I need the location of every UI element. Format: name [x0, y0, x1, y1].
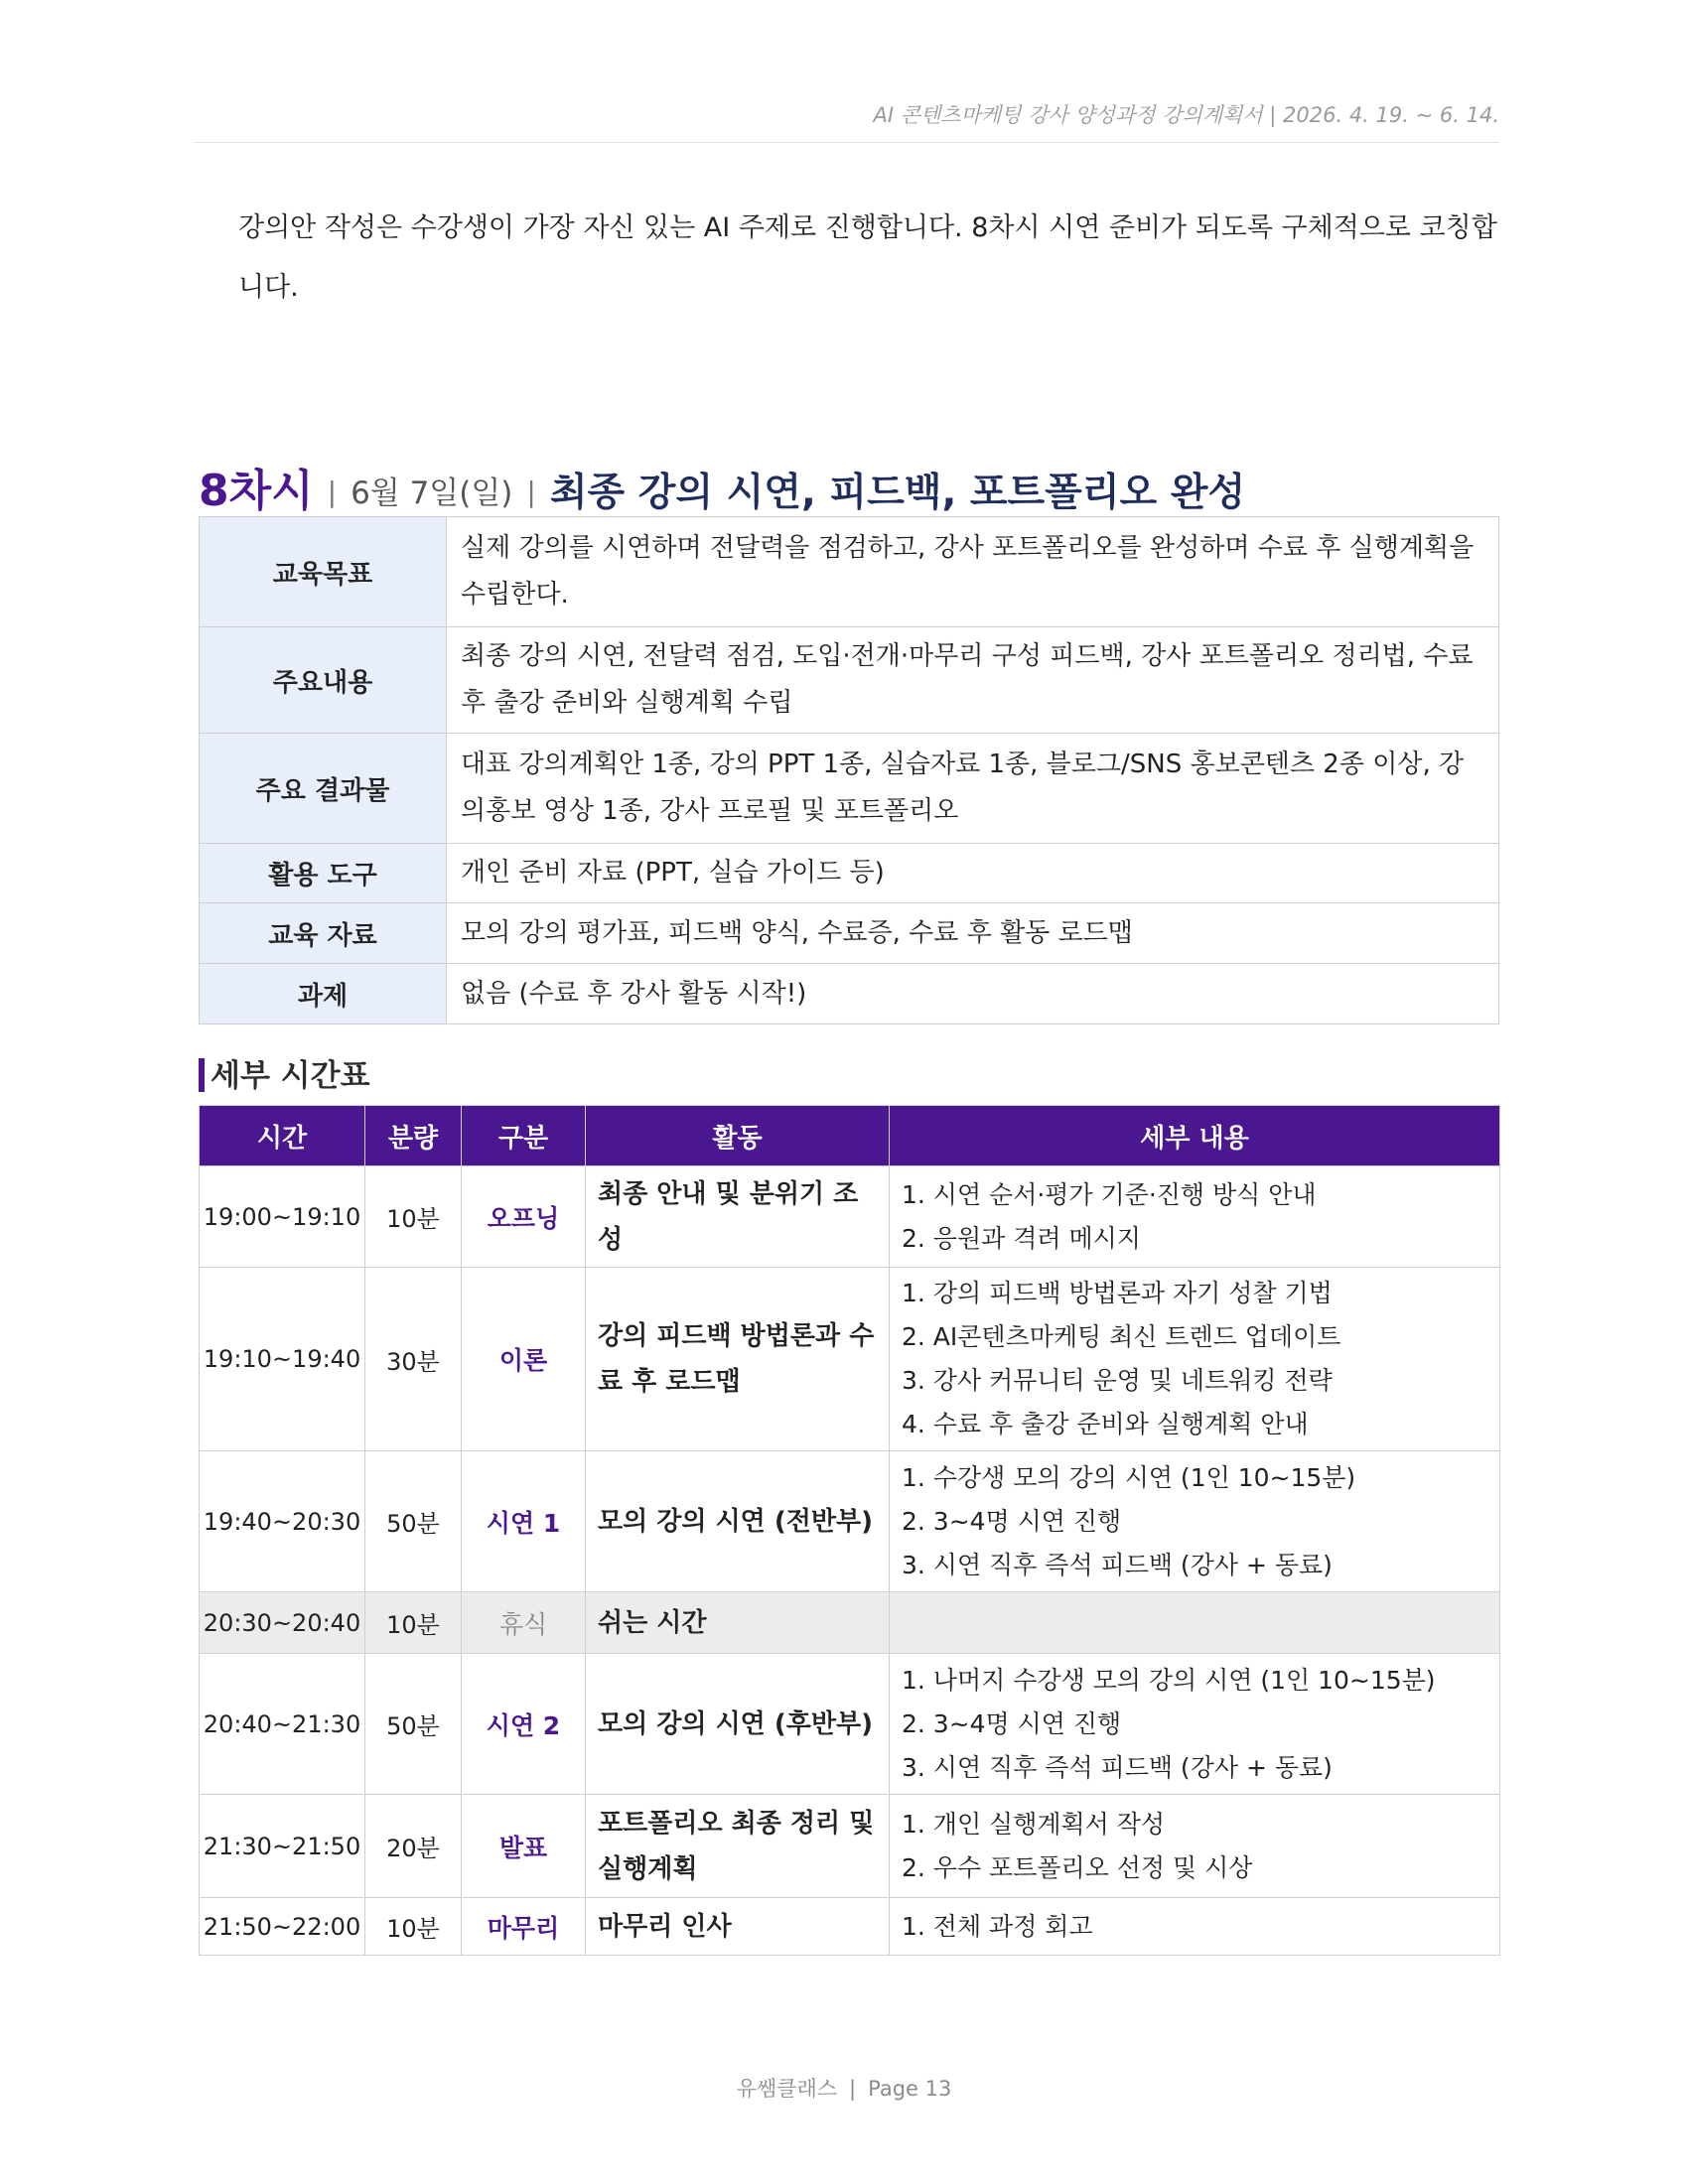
info-label: 교육 자료 — [200, 903, 447, 964]
schedule-details — [890, 1654, 1500, 1795]
info-row — [200, 903, 1499, 964]
schedule-activity: 모의 강의 시연 (전반부) — [586, 1451, 890, 1592]
schedule-activity: 모의 강의 시연 (후반부) — [586, 1654, 890, 1795]
schedule-time: 19:40~20:30 — [200, 1451, 365, 1592]
session-topic: 최종 강의 시연, 피드백, 포트폴리오 완성 — [549, 471, 1246, 515]
info-value: 없음 (수료 후 강사 활동 시작!) — [447, 964, 1499, 1024]
info-row — [200, 964, 1499, 1024]
schedule-row — [200, 1451, 1500, 1592]
schedule-category: 시연 1 — [462, 1451, 586, 1592]
schedule-details — [890, 1795, 1500, 1898]
info-value: 모의 강의 평가표, 피드백 양식, 수료증, 수료 후 활동 로드맵 — [447, 903, 1499, 964]
schedule-category: 마무리 — [462, 1898, 586, 1956]
schedule-duration: 10분 — [365, 1898, 462, 1956]
detail-item: 2. 3~4명 시연 진행 — [902, 1506, 1122, 1536]
section-heading — [199, 455, 1509, 518]
schedule-row — [200, 1268, 1500, 1451]
col-header-category: 구분 — [462, 1106, 586, 1166]
page-footer — [0, 2073, 1688, 2103]
schedule-activity: 마무리 인사 — [586, 1898, 890, 1956]
info-value: 실제 강의를 시연하며 전달력을 점검하고, 강사 포트폴리오를 완성하며 수료 후 실행계획을 수립한다. — [447, 517, 1499, 627]
info-label: 교육목표 — [200, 517, 447, 627]
header-divider — [194, 142, 1499, 143]
detail-item: 2. AI콘텐츠마케팅 최신 트렌드 업데이트 — [902, 1322, 1341, 1351]
schedule-title: 세부 시간표 — [211, 1058, 370, 1094]
schedule-row — [200, 1654, 1500, 1795]
schedule-row — [200, 1898, 1500, 1956]
info-row — [200, 734, 1499, 844]
schedule-category: 시연 2 — [462, 1654, 586, 1795]
detail-item: 3. 시연 직후 즉석 피드백 (강사 + 동료) — [902, 1550, 1333, 1579]
session-number: 8차시 — [199, 466, 314, 516]
schedule-details — [890, 1268, 1500, 1451]
col-header-activity: 활동 — [586, 1106, 890, 1166]
schedule-row — [200, 1592, 1500, 1654]
schedule-time: 20:30~20:40 — [200, 1592, 365, 1654]
info-label: 활용 도구 — [200, 844, 447, 903]
schedule-activity: 쉬는 시간 — [586, 1592, 890, 1654]
schedule-activity: 최종 안내 및 분위기 조성 — [586, 1166, 890, 1268]
info-row — [200, 517, 1499, 627]
schedule-subheading — [199, 1050, 370, 1095]
col-header-time: 시간 — [200, 1106, 365, 1166]
col-header-details: 세부 내용 — [890, 1106, 1500, 1166]
info-label: 과제 — [200, 964, 447, 1024]
info-value: 개인 준비 자료 (PPT, 실습 가이드 등) — [447, 844, 1499, 903]
schedule-row — [200, 1166, 1500, 1268]
schedule-category: 발표 — [462, 1795, 586, 1898]
intro-paragraph: 강의안 작성은 수강생이 가장 자신 있는 AI 주제로 진행합니다. 8차시 시연 준비가 되도록 구체적으로 코칭합니다. — [238, 212, 1497, 303]
schedule-category: 오프닝 — [462, 1166, 586, 1268]
schedule-details — [890, 1451, 1500, 1592]
schedule-header-row — [200, 1106, 1500, 1166]
schedule-duration: 10분 — [365, 1166, 462, 1268]
heading-separator: | — [526, 476, 536, 508]
footer-brand: 유쌤클래스 — [736, 2077, 838, 2101]
info-label: 주요내용 — [200, 627, 447, 734]
accent-bar — [199, 1058, 205, 1092]
col-header-duration: 분량 — [365, 1106, 462, 1166]
info-label: 주요 결과물 — [200, 734, 447, 844]
schedule-duration: 10분 — [365, 1592, 462, 1654]
schedule-table — [199, 1105, 1500, 1956]
detail-item: 1. 개인 실행계획서 작성 — [902, 1809, 1166, 1839]
schedule-row — [200, 1795, 1500, 1898]
schedule-category: 이론 — [462, 1268, 586, 1451]
schedule-duration: 50분 — [365, 1654, 462, 1795]
schedule-time: 21:30~21:50 — [200, 1795, 365, 1898]
detail-item: 4. 수료 후 출강 준비와 실행계획 안내 — [902, 1410, 1309, 1438]
schedule-details — [890, 1592, 1500, 1654]
schedule-duration: 50분 — [365, 1451, 462, 1592]
heading-separator: | — [327, 476, 338, 508]
info-row — [200, 844, 1499, 903]
schedule-time: 21:50~22:00 — [200, 1898, 365, 1956]
info-value: 최종 강의 시연, 전달력 점검, 도입·전개·마무리 구성 피드백, 강사 포트폴리오 정리법, 수료 후 출강 준비와 실행계획 수립 — [447, 627, 1499, 734]
detail-item: 3. 시연 직후 즉석 피드백 (강사 + 동료) — [902, 1752, 1333, 1782]
detail-item: 2. 3~4명 시연 진행 — [902, 1708, 1122, 1738]
footer-page-number: Page 13 — [868, 2077, 952, 2101]
detail-item: 1. 나머지 수강생 모의 강의 시연 (1인 10~15분) — [902, 1665, 1436, 1695]
schedule-category: 휴식 — [462, 1592, 586, 1654]
running-header: AI 콘텐츠마케팅 강사 양성과정 강의계획서 | 2026. 4. 19. ~ 6. 14. — [873, 103, 1499, 127]
schedule-time: 19:00~19:10 — [200, 1166, 365, 1268]
schedule-duration: 30분 — [365, 1268, 462, 1451]
schedule-time: 19:10~19:40 — [200, 1268, 365, 1451]
detail-item: 1. 시연 순서·평가 기준·진행 방식 안내 — [902, 1179, 1317, 1209]
schedule-details — [890, 1898, 1500, 1956]
detail-item: 2. 응원과 격려 메시지 — [902, 1223, 1141, 1253]
schedule-activity: 포트폴리오 최종 정리 및 실행계획 — [586, 1795, 890, 1898]
info-row — [200, 627, 1499, 734]
schedule-time: 20:40~21:30 — [200, 1654, 365, 1795]
detail-item: 1. 수강생 모의 강의 시연 (1인 10~15분) — [902, 1462, 1356, 1492]
schedule-duration: 20분 — [365, 1795, 462, 1898]
detail-item: 3. 강사 커뮤니티 운영 및 네트워킹 전략 — [902, 1366, 1333, 1395]
schedule-details — [890, 1166, 1500, 1268]
session-date: 6월 7일(일) — [351, 476, 513, 511]
schedule-activity: 강의 피드백 방법론과 수료 후 로드맵 — [586, 1268, 890, 1451]
detail-item: 1. 전체 과정 회고 — [902, 1911, 1093, 1941]
footer-separator: | — [849, 2077, 857, 2101]
detail-item: 1. 강의 피드백 방법론과 자기 성찰 기법 — [902, 1279, 1333, 1307]
info-value: 대표 강의계획안 1종, 강의 PPT 1종, 실습자료 1종, 블로그/SNS 홍보콘텐츠 2종 이상, 강의홍보 영상 1종, 강사 프로필 및 포트폴리오 — [447, 734, 1499, 844]
detail-item: 2. 우수 포트폴리오 선정 및 시상 — [902, 1852, 1253, 1882]
course-info-table — [199, 516, 1499, 1024]
